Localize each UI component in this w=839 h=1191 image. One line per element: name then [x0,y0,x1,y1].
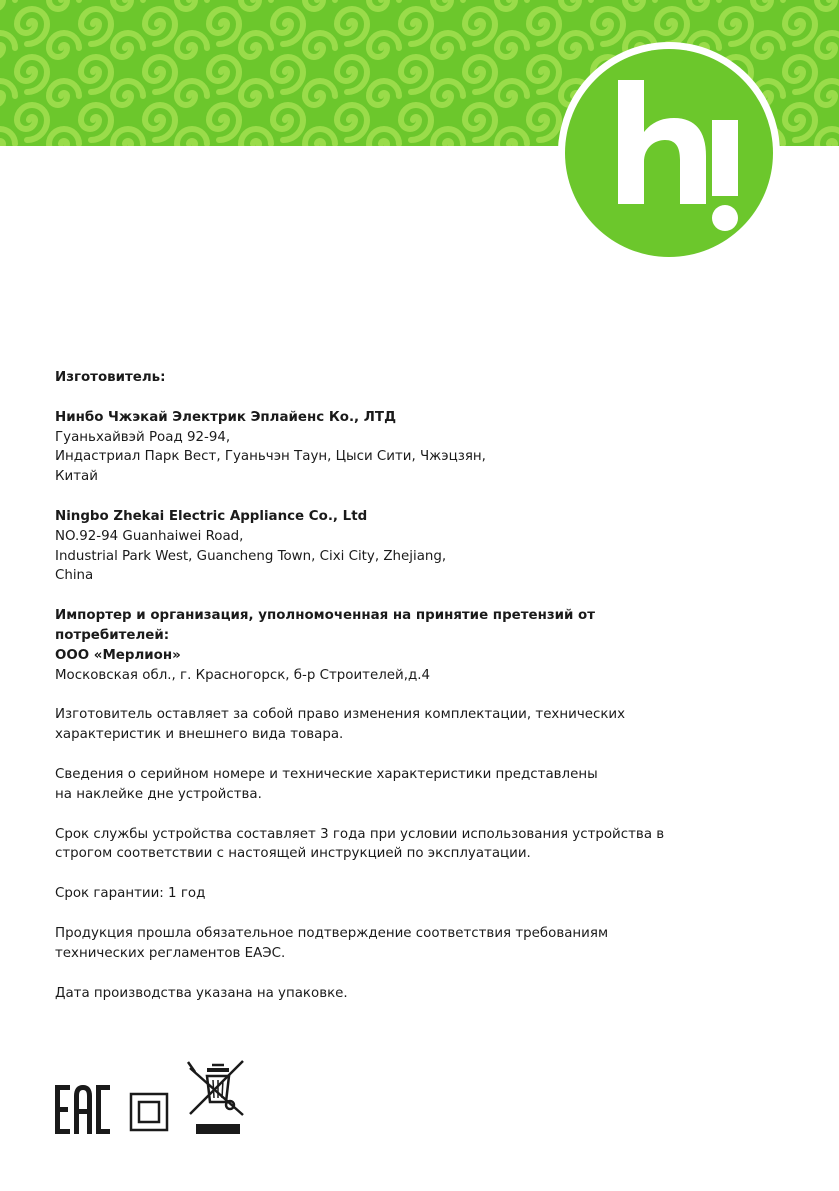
manufacturer-address-ru-line: Гуаньхайвэй Роад 92-94, [55,429,231,445]
importer-address: Московская обл., г. Красногорск, б-р Строителей,д.4 [55,667,431,683]
note-line: технических регламентов ЕАЭС. [55,945,286,961]
importer-heading: Импортер и организация, уполномоченная на принятие претензий от [55,608,595,624]
crossed-bin-weee-icon [188,1061,243,1134]
note-line: Изготовитель оставляет за собой право изменения комплектации, технических [55,707,626,723]
manufacturer-address-en-line: Industrial Park West, Guancheng Town, Cixi City, Zhejiang, [55,548,447,564]
hi-logo [556,40,782,266]
manufacturer-address-en-line: NO.92-94 Guanhaiwei Road, [55,528,244,544]
note-line: Срок службы устройства составляет 3 года при условии использования устройства в [55,826,665,842]
note-line: характеристик и внешнего вида товара. [55,727,344,743]
note-line: строгом соответствии с настоящей инструкцией по эксплуатации. [55,846,531,862]
manufacturer-name-en: Ningbo Zhekai Electric Appliance Co., Ltd [55,508,368,524]
eac-mark-icon [55,1085,110,1134]
production-date-line: Дата производства указана на упаковке. [55,985,348,1001]
manufacturer-name-ru: Нинбо Чжэкай Электрик Эплайенс Ко., ЛТД [55,409,396,425]
note-line: Сведения о серийном номере и технические характеристики представлены [55,766,598,782]
manufacturer-address-en-line: China [55,568,94,584]
note-line: на наклейке дне устройства. [55,786,262,802]
manufacturer-address-ru-line: Индастриал Парк Вест, Гуаньчэн Таун, Цыси Сити, Чжэцзян, [55,449,486,465]
importer-heading-cont: потребителей: [55,627,170,643]
manufacturer-address-ru-line: Китай [55,469,98,485]
double-insulation-icon [131,1094,167,1130]
manufacturer-heading: Изготовитель: [55,370,166,385]
certification-marks [55,1058,255,1138]
importer-name: ООО «Мерлион» [55,647,181,663]
note-line: Продукция прошла обязательное подтверждение соответствия требованиям [55,925,609,941]
hi-logo-icon [556,40,782,266]
document-body [55,368,695,1003]
warranty-line: Срок гарантии: 1 год [55,886,206,902]
